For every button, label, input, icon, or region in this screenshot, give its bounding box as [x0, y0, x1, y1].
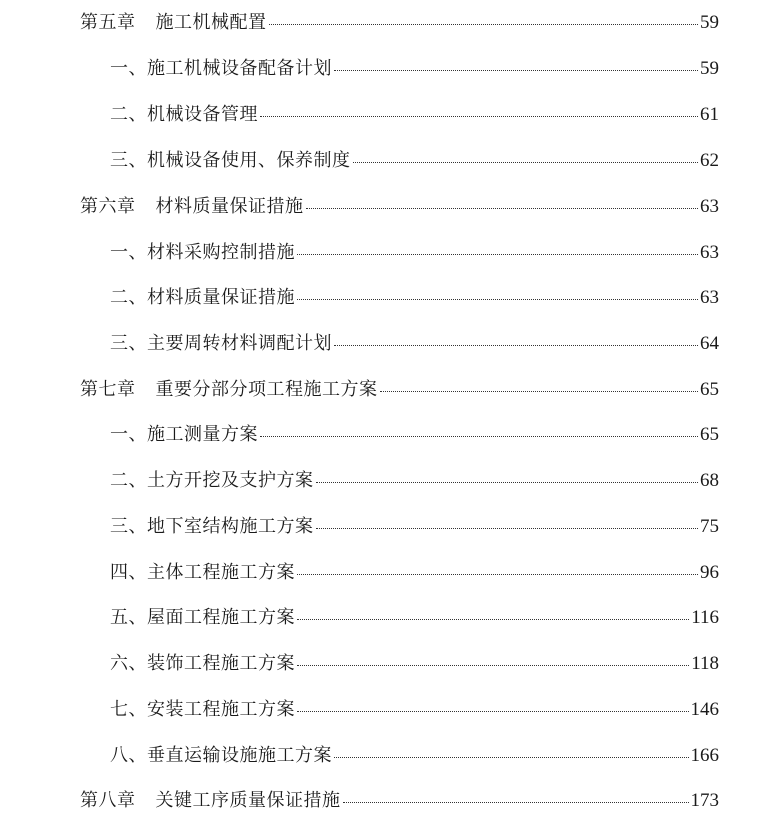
toc-page-number: 96	[700, 562, 719, 583]
toc-entry-section[interactable]	[110, 238, 719, 268]
toc-entry-section[interactable]	[110, 695, 719, 725]
dot-leader	[269, 24, 699, 25]
toc-entry-section[interactable]	[110, 512, 719, 542]
toc-page-number: 65	[700, 379, 719, 400]
dot-leader	[297, 254, 698, 255]
toc-entry-title: 第七章 重要分部分项工程施工方案	[80, 379, 378, 400]
dot-leader	[306, 208, 699, 209]
toc-entry-section[interactable]	[110, 603, 719, 633]
toc-entry-title: 第五章 施工机械配置	[80, 12, 267, 33]
dot-leader	[334, 345, 698, 346]
toc-entry-section[interactable]	[110, 558, 719, 588]
toc-entry-title: 四、主体工程施工方案	[110, 562, 295, 583]
toc-entry-chapter-7[interactable]	[80, 375, 719, 405]
toc-entry-section[interactable]	[110, 54, 719, 84]
toc-page-number: 59	[700, 12, 719, 33]
toc-entry-title: 六、装饰工程施工方案	[110, 653, 295, 674]
toc-page-number: 166	[690, 745, 719, 766]
toc-entry-title: 二、土方开挖及支护方案	[110, 470, 314, 491]
dot-leader	[316, 528, 699, 529]
toc-entry-title: 二、机械设备管理	[110, 104, 258, 125]
toc-entry-section[interactable]	[110, 420, 719, 450]
dot-leader	[260, 436, 698, 437]
dot-leader	[380, 391, 699, 392]
toc-entry-section[interactable]	[110, 466, 719, 496]
toc-entry-title: 七、安装工程施工方案	[110, 699, 295, 720]
dot-leader	[334, 70, 698, 71]
toc-page-number: 173	[690, 790, 719, 811]
toc-page-number: 62	[700, 150, 719, 171]
dot-leader	[297, 711, 689, 712]
toc-entry-title: 一、施工测量方案	[110, 424, 258, 445]
toc-entry-section[interactable]	[110, 649, 719, 679]
dot-leader	[297, 665, 689, 666]
toc-page-number: 116	[691, 607, 719, 628]
toc-entry-title: 三、地下室结构施工方案	[110, 516, 314, 537]
dot-leader	[334, 757, 689, 758]
toc-entry-chapter-8[interactable]	[80, 786, 719, 816]
dot-leader	[316, 482, 699, 483]
toc-page-number: 63	[700, 196, 719, 217]
toc-entry-section[interactable]	[110, 329, 719, 359]
toc-entry-title: 第六章 材料质量保证措施	[80, 196, 304, 217]
toc-entry-section[interactable]	[110, 146, 719, 176]
toc-page-number: 118	[691, 653, 719, 674]
toc-page-number: 59	[700, 58, 719, 79]
toc-entry-section[interactable]	[110, 100, 719, 130]
toc-entry-section[interactable]	[110, 741, 719, 771]
toc-page-number: 61	[700, 104, 719, 125]
toc-entry-chapter-5[interactable]	[80, 8, 719, 38]
toc-entry-title: 五、屋面工程施工方案	[110, 607, 295, 628]
toc-entry-title: 一、材料采购控制措施	[110, 242, 295, 263]
toc-page-number: 75	[700, 516, 719, 537]
toc-page-number: 146	[690, 699, 719, 720]
toc-entry-title: 二、材料质量保证措施	[110, 287, 295, 308]
toc-page-number: 68	[700, 470, 719, 491]
toc-page-number: 64	[700, 333, 719, 354]
toc-page-number: 63	[700, 287, 719, 308]
toc-entry-title: 三、机械设备使用、保养制度	[110, 150, 351, 171]
dot-leader	[260, 116, 698, 117]
toc-entry-chapter-6[interactable]	[80, 192, 719, 222]
toc-entry-title: 八、垂直运输设施施工方案	[110, 745, 332, 766]
dot-leader	[353, 162, 699, 163]
toc-page-number: 63	[700, 242, 719, 263]
dot-leader	[297, 619, 689, 620]
dot-leader	[343, 802, 689, 803]
dot-leader	[297, 574, 698, 575]
toc-entry-title: 一、施工机械设备配备计划	[110, 58, 332, 79]
toc-entry-title: 第八章 关键工序质量保证措施	[80, 790, 341, 811]
toc-entry-title: 三、主要周转材料调配计划	[110, 333, 332, 354]
dot-leader	[297, 299, 698, 300]
toc-entry-section[interactable]	[110, 283, 719, 313]
toc-page-number: 65	[700, 424, 719, 445]
